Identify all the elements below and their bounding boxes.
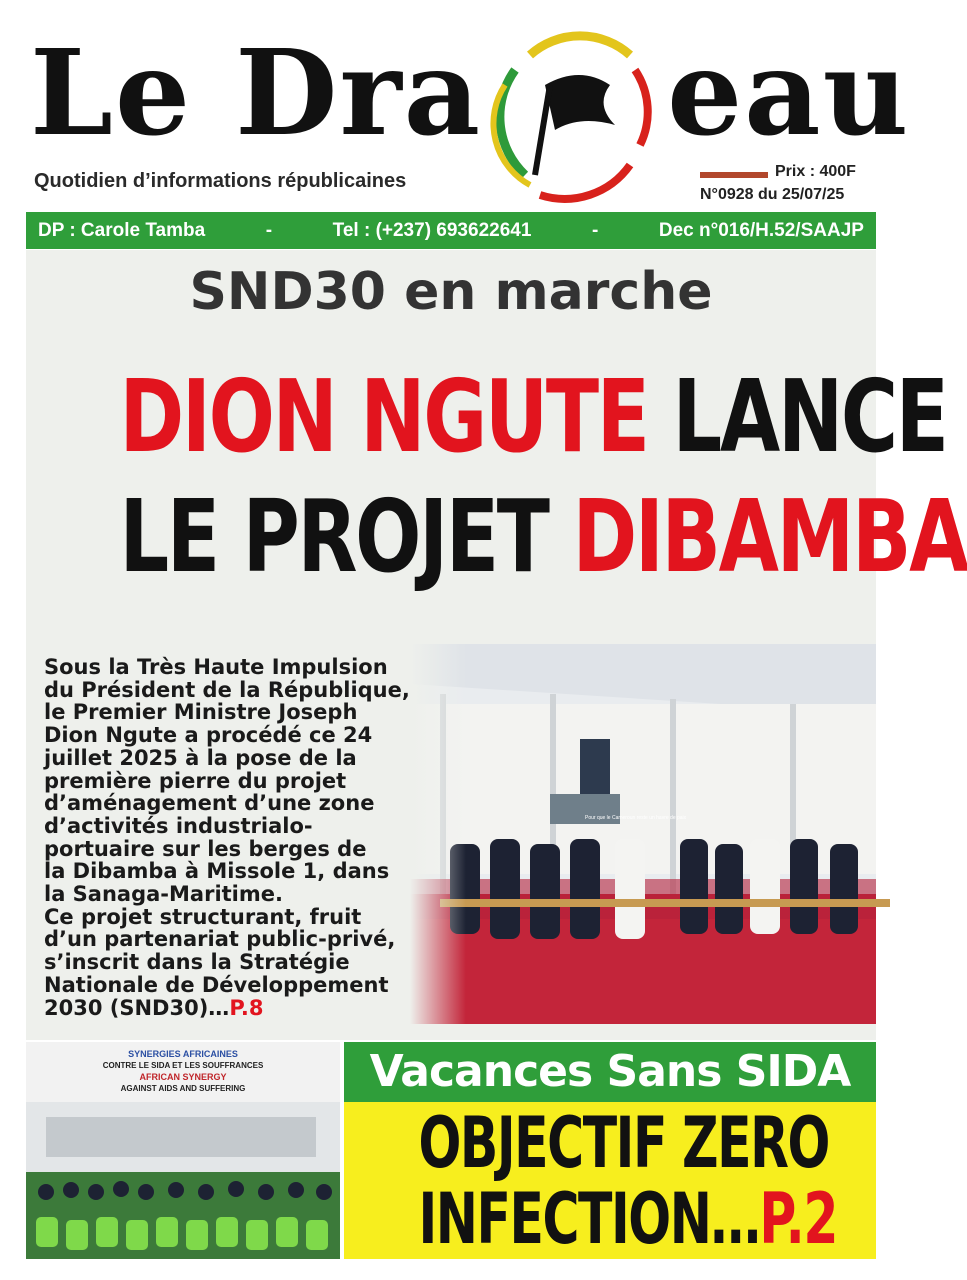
lead-line: Ce projet structurant, fruit [44, 904, 362, 929]
lead-line: Dion Ngute a procédé ce 24 [44, 723, 373, 748]
lead-line: d’activités industrialo- [44, 813, 313, 838]
headline-red-part: DION NGUTE [119, 358, 648, 475]
declaration-number: Dec n°016/H.52/SAAJP [658, 219, 864, 241]
sign-line-2: CONTRE LE SIDA ET LES SOUFFRANCES [102, 1061, 264, 1070]
lead-line: première pierre du projet [44, 768, 347, 793]
secondary-headline-line-1: OBJECTIF ZERO [418, 1102, 829, 1184]
title-left: Le Dra [30, 23, 483, 162]
lead-line: juillet 2025 à la pose de la [44, 745, 357, 770]
lead-line-last [44, 997, 424, 1020]
kicker: SND30 en marche [189, 262, 713, 322]
page-reference: P.8 [229, 995, 264, 1020]
secondary-headline-black: INFECTION… [418, 1178, 760, 1260]
headline-black-part: LE PROJET [119, 478, 573, 595]
title-right: eau [667, 23, 911, 162]
separator: - [265, 219, 273, 241]
tagline: Quotidien d’informations républicaines [34, 170, 407, 192]
director-name: DP : Carole Tamba [38, 219, 206, 241]
lead-line: Sous la Très Haute Impulsion [44, 655, 388, 679]
ceremony-photo [410, 644, 876, 1024]
headline-red-part: DIBAMBA [572, 478, 967, 595]
sign-line-3: AFRICAN SYNERGY [139, 1072, 227, 1082]
sign-line-1: SYNERGIES AFRICAINES [128, 1049, 238, 1059]
price-bar [700, 172, 768, 178]
lead-line: le Premier Ministre Joseph [44, 700, 358, 725]
lead-line: d’un partenariat public-privé, [44, 927, 396, 952]
headline-line-2 [119, 472, 967, 602]
lead-line: portuaire sur les berges de [44, 836, 367, 861]
info-bar [26, 212, 876, 249]
lead-line: s’inscrit dans la Stratégie [44, 950, 350, 975]
lead-line: du Président de la République, [44, 677, 410, 702]
secondary-headline-line-2 [418, 1178, 838, 1260]
headline-black-part: LANCE [647, 358, 947, 475]
group-photo [26, 1042, 340, 1259]
flag-emblem-icon [470, 25, 660, 200]
lead-line: d’aménagement d’une zone [44, 791, 375, 816]
price: Prix : 400F [775, 163, 856, 180]
sign-line-4: AGAINST AIDS AND SUFFERING [120, 1084, 246, 1093]
lead-line: la Dibamba à Missole 1, dans [44, 859, 390, 884]
secondary-page-reference: P.2 [759, 1178, 838, 1260]
secondary-kicker: Vacances Sans SIDA [369, 1046, 851, 1097]
lead-line: la Sanaga-Maritime. [44, 882, 283, 907]
phone-number: Tel : (+237) 693622641 [332, 219, 532, 241]
issue-number: N°0928 du 25/07/25 [700, 186, 845, 203]
headline-line-1 [119, 352, 947, 482]
lead-article [44, 656, 424, 1019]
lead-last-text: 2030 (SND30)… [44, 995, 230, 1020]
separator: - [591, 219, 599, 241]
lead-line: Nationale de Développement [44, 972, 389, 997]
